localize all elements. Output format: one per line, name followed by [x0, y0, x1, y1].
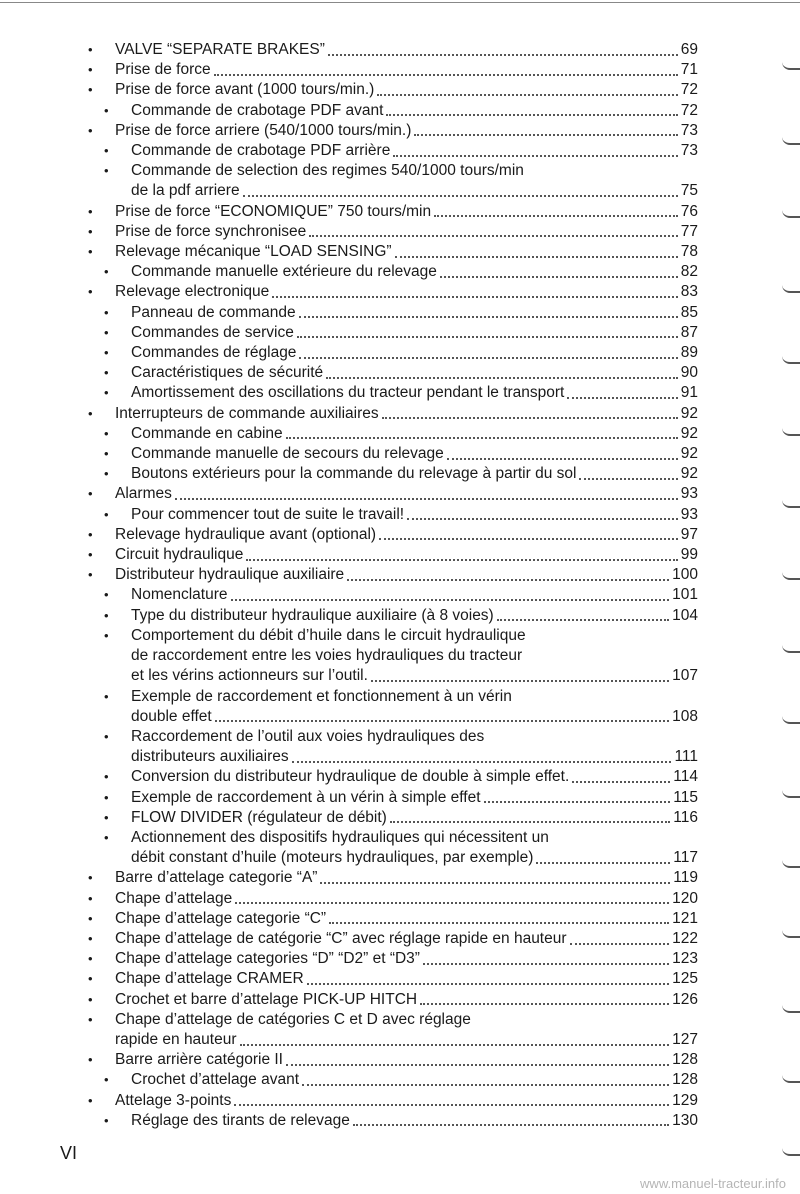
- toc-page-number: 91: [680, 384, 698, 402]
- toc-entry: [88, 303, 698, 323]
- toc-entry-title: Alarmes: [115, 485, 172, 503]
- toc-page-number: 117: [673, 849, 698, 867]
- binder-mark: [782, 1148, 800, 1156]
- dot-leader: [320, 881, 670, 884]
- toc-page-number: 104: [672, 606, 698, 624]
- toc-page-number: 119: [673, 869, 698, 887]
- toc-entry: [88, 1010, 698, 1050]
- toc-entry-title: Chape d’attelage: [115, 889, 233, 907]
- toc-entry: [88, 525, 698, 545]
- toc-entry: [88, 606, 698, 626]
- toc-page-number: 120: [672, 889, 698, 907]
- bullet-icon: •: [104, 829, 109, 845]
- bullet-icon: •: [88, 526, 93, 542]
- toc-entry-title: FLOW DIVIDER (régulateur de débit): [131, 808, 387, 826]
- dot-leader: [329, 921, 669, 924]
- bullet-icon: •: [104, 1112, 109, 1128]
- dot-leader: [272, 295, 678, 298]
- bullet-icon: •: [88, 244, 93, 260]
- toc-entry: [88, 949, 698, 969]
- dot-leader: [407, 517, 678, 520]
- dot-leader: [353, 1123, 669, 1126]
- bullet-icon: •: [88, 1011, 93, 1027]
- toc-page-number: 69: [680, 41, 698, 58]
- toc-entry-title: distributeurs auxiliaires: [131, 748, 289, 766]
- toc-entry: [88, 1050, 698, 1070]
- toc-page-number: 127: [672, 1030, 698, 1048]
- binder-mark: [782, 62, 800, 70]
- toc-entry: [88, 545, 698, 565]
- toc-page-number: 75: [680, 182, 698, 200]
- dot-leader: [395, 255, 678, 258]
- bullet-icon: •: [88, 284, 93, 300]
- toc-entry: [88, 404, 698, 424]
- dot-leader: [379, 537, 678, 540]
- bullet-icon: •: [104, 769, 109, 785]
- bullet-icon: •: [88, 890, 93, 906]
- toc-entry: [88, 323, 698, 343]
- dot-leader: [234, 1103, 669, 1106]
- dot-leader: [484, 800, 671, 803]
- dot-leader: [567, 396, 677, 399]
- toc-entry-title: Commande de selection des regimes 540/1000 tours/min: [131, 162, 524, 180]
- bullet-icon: •: [88, 930, 93, 946]
- toc-entry: [88, 242, 698, 262]
- binder-mark: [782, 137, 800, 145]
- bullet-icon: •: [104, 446, 109, 462]
- binder-mark: [782, 1075, 800, 1083]
- bullet-icon: •: [88, 203, 93, 219]
- toc-page-number: 77: [680, 222, 698, 240]
- toc-entry-title: Commande de crabotage PDF arrière: [131, 142, 391, 160]
- toc-entry: [88, 808, 698, 828]
- dot-leader: [307, 982, 669, 985]
- bullet-icon: •: [104, 688, 109, 704]
- toc-entry: [88, 424, 698, 444]
- bullet-icon: •: [88, 62, 93, 78]
- toc-entry: [88, 929, 698, 949]
- toc-page-number: 76: [680, 202, 698, 220]
- dot-leader: [536, 861, 670, 864]
- toc-entry: [88, 1111, 698, 1131]
- binder-mark: [782, 500, 800, 508]
- bullet-icon: •: [104, 809, 109, 825]
- toc-entry-title: Distributeur hydraulique auxiliaire: [115, 566, 345, 584]
- toc-entry-title: de raccordement entre les voies hydrauliques du tracteur: [131, 647, 523, 665]
- dot-leader: [297, 335, 678, 338]
- toc-entry-title: Chape d’attelage categorie “C”: [115, 909, 327, 927]
- toc-page-number: 92: [680, 424, 698, 442]
- toc-entry: [88, 1070, 698, 1090]
- toc-page-number: 89: [680, 344, 698, 362]
- toc-entry-title: Conversion du distributeur hydraulique de double à simple effet.: [131, 768, 570, 786]
- bullet-icon: •: [104, 466, 109, 482]
- bullet-icon: •: [88, 82, 93, 98]
- toc-entry: [88, 464, 698, 484]
- bullet-icon: •: [104, 607, 109, 623]
- toc-entry: [88, 262, 698, 282]
- dot-leader: [240, 1043, 670, 1046]
- dot-leader: [382, 416, 678, 419]
- toc-page-number: 93: [680, 485, 698, 503]
- dot-leader: [292, 760, 672, 763]
- dot-leader: [497, 618, 669, 621]
- toc-page-number: 82: [680, 263, 698, 281]
- bullet-icon: •: [104, 728, 109, 744]
- toc-entry: [88, 40, 698, 60]
- toc-entry: [88, 868, 698, 888]
- bullet-icon: •: [88, 223, 93, 239]
- toc-entry: [88, 565, 698, 585]
- toc-entry: [88, 788, 698, 808]
- toc-entry-title: Attelage 3-points: [115, 1091, 232, 1109]
- toc-entry-title: Circuit hydraulique: [115, 546, 244, 564]
- dot-leader: [347, 578, 669, 581]
- dot-leader: [214, 73, 678, 76]
- bullet-icon: •: [88, 991, 93, 1007]
- bullet-icon: •: [88, 910, 93, 926]
- bullet-icon: •: [104, 1072, 109, 1088]
- toc-page-number: 72: [680, 81, 698, 99]
- bullet-icon: •: [88, 405, 93, 421]
- toc-entry-title: Chape d’attelage de catégorie “C” avec réglage rapide en hauteur: [115, 929, 567, 947]
- toc-entry: [88, 484, 698, 504]
- toc-entry-title: Nomenclature: [131, 586, 228, 604]
- bullet-icon: •: [104, 102, 109, 118]
- toc-entry-title: Actionnement des dispositifs hydrauliques qui nécessitent un: [131, 828, 549, 846]
- toc-page-number: 78: [680, 243, 698, 261]
- toc-entry-title: Chape d’attelage categories “D” “D2” et “D3”: [115, 950, 420, 968]
- toc-entry: [88, 969, 698, 989]
- bullet-icon: •: [88, 1052, 93, 1068]
- dot-leader: [328, 53, 678, 56]
- toc-entry: [88, 363, 698, 383]
- dot-leader: [243, 194, 678, 197]
- toc-entry: [88, 101, 698, 121]
- toc-page-number: 123: [672, 950, 698, 968]
- bullet-icon: •: [104, 163, 109, 179]
- toc-page-number: 92: [680, 404, 698, 422]
- watermark: www.manuel-tracteur.info: [640, 1176, 786, 1191]
- toc-entry-title: Réglage des tirants de relevage: [131, 1111, 350, 1129]
- bullet-icon: •: [88, 567, 93, 583]
- dot-leader: [309, 234, 677, 237]
- toc-entry-title: rapide en hauteur: [115, 1030, 237, 1048]
- toc-entry: [88, 1091, 698, 1111]
- bullet-icon: •: [88, 951, 93, 967]
- toc-page-number: 128: [672, 1051, 698, 1069]
- bullet-icon: •: [88, 547, 93, 563]
- toc-entry-title: et les vérins actionneurs sur l’outil.: [131, 667, 368, 685]
- dot-leader: [299, 356, 677, 359]
- binder-mark: [782, 716, 800, 724]
- dot-leader: [440, 275, 678, 278]
- toc-entry-title: Barre arrière catégorie II: [115, 1051, 283, 1069]
- bullet-icon: •: [88, 42, 93, 57]
- toc-page-number: 72: [680, 101, 698, 119]
- toc-page-number: 93: [680, 505, 698, 523]
- toc-page-number: 125: [672, 970, 698, 988]
- toc-page-number: 85: [680, 303, 698, 321]
- binder-mark: [782, 285, 800, 293]
- toc-entry-title: Exemple de raccordement et fonctionnement à un vérin: [131, 687, 512, 705]
- toc-entry: [88, 444, 698, 464]
- dot-leader: [423, 962, 669, 965]
- bullet-icon: •: [104, 304, 109, 320]
- binder-mark: [782, 645, 800, 653]
- toc-entry-title: Type du distributeur hydraulique auxiliaire (à 8 voies): [131, 606, 494, 624]
- dot-leader: [377, 93, 677, 96]
- toc-entry: [88, 161, 698, 201]
- toc-entry: [88, 343, 698, 363]
- toc-entry-title: Crochet et barre d’attelage PICK-UP HITCH: [115, 990, 418, 1008]
- toc-entry-title: Commande de crabotage PDF avant: [131, 101, 384, 119]
- bullet-icon: •: [88, 1092, 93, 1108]
- toc-page-number: 100: [672, 566, 698, 584]
- toc-entry: [88, 828, 698, 868]
- toc-entry-title: Commande en cabine: [131, 424, 283, 442]
- toc-entry: [88, 80, 698, 100]
- bullet-icon: •: [104, 425, 109, 441]
- binder-mark: [782, 428, 800, 436]
- toc-entry-title: Relevage mécanique “LOAD SENSING”: [115, 243, 392, 261]
- toc-entry: [88, 505, 698, 525]
- dot-leader: [175, 497, 678, 500]
- binder-mark: [782, 790, 800, 798]
- toc-entry-title: Commande manuelle extérieure du relevage: [131, 263, 437, 281]
- bullet-icon: •: [88, 486, 93, 502]
- toc-entry-title: double effet: [131, 707, 212, 725]
- toc-page-number: 71: [680, 61, 698, 79]
- binder-mark: [782, 356, 800, 364]
- toc-page-number: 73: [680, 121, 698, 139]
- toc-entry-title: Chape d’attelage de catégories C et D avec réglage: [115, 1010, 471, 1028]
- toc-entry-title: VALVE “SEPARATE BRAKES”: [115, 41, 325, 58]
- toc-page-number: 116: [673, 808, 698, 826]
- bullet-icon: •: [88, 971, 93, 987]
- toc-entry-title: Comportement du débit d’huile dans le circuit hydraulique: [131, 626, 526, 644]
- toc-entry-title: Amortissement des oscillations du tracteur pendant le transport: [131, 384, 565, 402]
- dot-leader: [246, 558, 677, 561]
- dot-leader: [420, 1002, 669, 1005]
- toc-entry-title: Chape d’attelage CRAMER: [115, 970, 304, 988]
- toc-page-number: 73: [680, 142, 698, 160]
- toc-page-number: 108: [672, 707, 698, 725]
- toc-page-number: 90: [680, 364, 698, 382]
- toc-entry-title: Commandes de réglage: [131, 344, 297, 362]
- toc-entry-title: Interrupteurs de commande auxiliaires: [115, 404, 379, 422]
- toc-entry-title: Raccordement de l’outil aux voies hydrauliques des: [131, 727, 485, 745]
- toc-page-number: 121: [672, 909, 698, 927]
- dot-leader: [572, 780, 670, 783]
- bullet-icon: •: [104, 345, 109, 361]
- dot-leader: [434, 214, 678, 217]
- bullet-icon: •: [104, 365, 109, 381]
- bullet-icon: •: [104, 587, 109, 603]
- toc-page-number: 83: [680, 283, 698, 301]
- page-number: VI: [60, 1143, 78, 1163]
- bullet-icon: •: [104, 143, 109, 159]
- bullet-icon: •: [104, 789, 109, 805]
- toc-entry: [88, 282, 698, 302]
- dot-leader: [447, 457, 678, 460]
- dot-leader: [235, 901, 669, 904]
- toc-entry: [88, 60, 698, 80]
- toc-entry-title: Prise de force arriere (540/1000 tours/min.): [115, 121, 412, 139]
- bullet-icon: •: [104, 506, 109, 522]
- binder-mark: [782, 572, 800, 580]
- toc-entry-title: Panneau de commande: [131, 303, 296, 321]
- dot-leader: [570, 942, 670, 945]
- toc-entry-title: Boutons extérieurs pour la commande du relevage à partir du sol: [131, 465, 577, 483]
- toc-page-number: 111: [674, 748, 698, 766]
- top-rule: [0, 2, 800, 3]
- toc-page-number: 92: [680, 465, 698, 483]
- toc-entry: [88, 909, 698, 929]
- dot-leader: [371, 679, 669, 682]
- toc-entry-title: Commandes de service: [131, 323, 294, 341]
- toc-entry-title: Prise de force synchronisee: [115, 222, 307, 240]
- binder-mark: [782, 930, 800, 938]
- toc-page-number: 92: [680, 445, 698, 463]
- toc-page-number: 129: [672, 1091, 698, 1109]
- bullet-icon: •: [104, 627, 109, 643]
- dot-leader: [326, 376, 678, 379]
- toc-page-number: 114: [673, 768, 698, 786]
- binder-mark: [782, 210, 800, 218]
- toc-page-number: 99: [680, 546, 698, 564]
- dot-leader: [386, 113, 677, 116]
- toc-page-number: 115: [673, 788, 698, 806]
- dot-leader: [286, 436, 678, 439]
- toc-entry-title: Pour commencer tout de suite le travail!: [131, 505, 405, 523]
- toc-entry-title: Barre d’attelage categorie “A”: [115, 869, 318, 887]
- toc-entry-title: Relevage hydraulique avant (optional): [115, 525, 377, 543]
- dot-leader: [393, 154, 677, 157]
- toc-entry-title: débit constant d’huile (moteurs hydrauliques, par exemple): [131, 849, 534, 867]
- bullet-icon: •: [104, 324, 109, 340]
- dot-leader: [390, 820, 670, 823]
- toc-entry: [88, 141, 698, 161]
- toc-entry-title: Relevage electronique: [115, 283, 270, 301]
- bullet-icon: •: [104, 264, 109, 280]
- dot-leader: [215, 719, 669, 722]
- toc-entry: [88, 727, 698, 767]
- bullet-icon: •: [88, 122, 93, 138]
- toc-entry: [88, 990, 698, 1010]
- toc-entry: [88, 687, 698, 727]
- dot-leader: [299, 315, 678, 318]
- toc-page-number: 107: [672, 667, 698, 685]
- toc-entry: [88, 767, 698, 787]
- toc-entry-title: Commande manuelle de secours du relevage: [131, 445, 444, 463]
- toc-entry: [88, 889, 698, 909]
- toc-entry-title: Prise de force avant (1000 tours/min.): [115, 81, 375, 99]
- toc-page-number: 126: [672, 990, 698, 1008]
- dot-leader: [414, 133, 677, 136]
- toc-entry-title: Crochet d’attelage avant: [131, 1071, 300, 1089]
- toc-entry-title: Prise de force: [115, 61, 211, 79]
- toc-entry: [88, 383, 698, 403]
- toc-page-number: 130: [672, 1111, 698, 1129]
- toc-entry-title: Caractéristiques de sécurité: [131, 364, 324, 382]
- bullet-icon: •: [104, 385, 109, 401]
- toc-entry-title: Prise de force “ECONOMIQUE” 750 tours/min: [115, 202, 432, 220]
- dot-leader: [231, 598, 670, 601]
- toc-page-number: 101: [672, 586, 698, 604]
- toc-page-number: 97: [680, 525, 698, 543]
- toc-page-number: 87: [680, 323, 698, 341]
- toc-page-number: 128: [672, 1071, 698, 1089]
- toc-entry: [88, 121, 698, 141]
- binder-mark: [782, 860, 800, 868]
- dot-leader: [286, 1063, 669, 1066]
- bullet-icon: •: [88, 870, 93, 886]
- toc-entry: [88, 222, 698, 242]
- toc-entry-title: de la pdf arriere: [131, 182, 240, 200]
- table-of-contents: [88, 40, 698, 1131]
- binder-mark: [782, 1005, 800, 1013]
- toc-entry: [88, 626, 698, 687]
- toc-entry: [88, 202, 698, 222]
- toc-page-number: 122: [672, 929, 698, 947]
- dot-leader: [579, 477, 677, 480]
- toc-entry-title: Exemple de raccordement à un vérin à simple effet: [131, 788, 481, 806]
- dot-leader: [302, 1083, 669, 1086]
- toc-entry: [88, 585, 698, 605]
